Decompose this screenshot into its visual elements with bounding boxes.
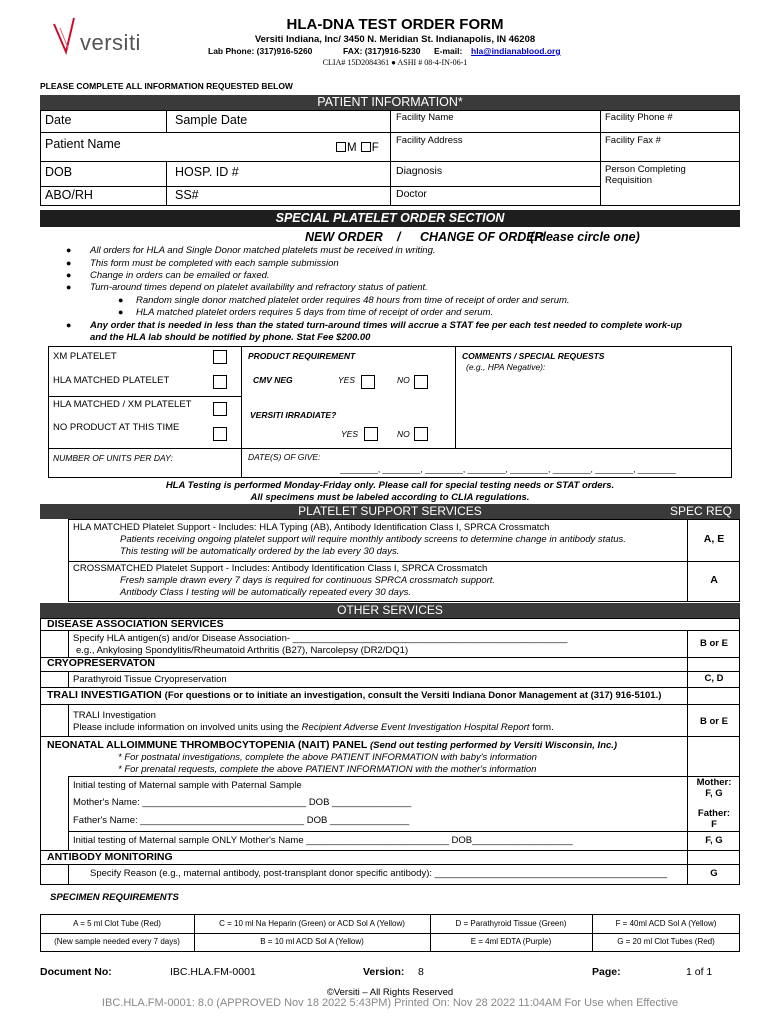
trali-title	[47, 689, 661, 701]
initial-maternal-line[interactable]: Initial testing of Maternal sample ONLY Mother's Name ___________________________ DOB___________________	[73, 835, 573, 846]
special-platelet-header: SPECIAL PLATELET ORDER SECTION	[40, 210, 740, 227]
page-number: 1 of 1	[686, 966, 713, 978]
no-product-label: NO PRODUCT AT THIS TIME	[53, 422, 180, 433]
cmv-yes-label: YES	[338, 375, 356, 385]
ss-field[interactable]: SS#	[175, 188, 199, 202]
cryopreservation-title: CRYOPRESERVATON	[47, 657, 155, 669]
dates-of-give-blanks[interactable]: ________, ________, ________, ________, ________, ________, ________, ________	[340, 464, 676, 474]
male-checkbox[interactable]	[336, 142, 346, 152]
trali-title-text: TRALI INVESTIGATION	[47, 689, 162, 701]
specimen-a-note: (New sample needed every 7 days)	[54, 937, 180, 946]
units-per-day-label: NUMBER OF UNITS PER DAY:	[53, 453, 173, 463]
hla-support-line-3: This testing will be automatically ordered by the lab every 30 days.	[120, 546, 400, 557]
versiti-logo	[50, 14, 160, 58]
platelet-sub-bullet-2: HLA matched platelet orders requires 5 days from time of receipt of order and serum.	[136, 307, 494, 318]
product-requirement-label: PRODUCT REQUIREMENT	[248, 351, 356, 361]
header-fax: FAX: (317)916-5230	[343, 46, 421, 56]
comments-example: (e.g., HPA Negative):	[466, 362, 546, 372]
diagnosis-field[interactable]: Diagnosis	[396, 165, 443, 177]
specimen-requirements-title: SPECIMEN REQUIREMENTS	[50, 892, 179, 903]
facility-address-field[interactable]: Facility Address	[396, 135, 463, 146]
instructions: PLEASE COMPLETE ALL INFORMATION REQUESTED BELOW	[40, 81, 293, 91]
header-email-link[interactable]: hla@indianablood.org	[471, 46, 561, 56]
trali-report-name: Recipient Adverse Event Investigation Hospital Report	[301, 722, 530, 733]
logo-text: versiti	[80, 30, 141, 55]
disease-line-1[interactable]: Specify HLA antigen(s) and/or Disease Association- ____________________________________________________	[73, 633, 568, 644]
trali-code: B or E	[700, 716, 728, 727]
father-code-label: Father:	[697, 808, 731, 819]
document-no: IBC.HLA.FM-0001	[170, 966, 256, 978]
header-lab-phone: Lab Phone: (317)916-5260	[208, 46, 313, 56]
irradiate-no-label: NO	[397, 429, 410, 439]
spec-req-header: SPEC REQ	[670, 504, 733, 518]
specimen-g: G = 20 ml Clot Tubes (Red)	[617, 937, 715, 946]
irradiate-label: VERSITI IRRADIATE?	[250, 410, 337, 420]
cmv-yes-checkbox[interactable]	[361, 375, 375, 389]
nait-title	[47, 739, 617, 751]
doctor-field[interactable]: Doctor	[396, 188, 427, 200]
stat-fee-line-2: and the HLA lab should be notified by phone. Stat Fee $200.00	[90, 332, 371, 343]
platelet-bullet-4: Turn-around times depend on platelet availability and refractory status of patient.	[90, 282, 428, 293]
platelet-bullet-2: This form must be completed with each sample submission	[90, 258, 339, 269]
mother-code-label: Mother:	[696, 777, 732, 788]
platelet-bullet-3: Change in orders can be emailed or faxed.	[90, 270, 270, 281]
cmv-no-checkbox[interactable]	[414, 375, 428, 389]
order-slash: /	[397, 230, 401, 244]
dates-of-give-label: DATE(S) OF GIVE:	[248, 452, 321, 462]
hla-support-code: A, E	[703, 533, 725, 545]
stat-fee-line-1: Any order that is needed in less than the stated turn-around times will accrue a STAT fee per each test needed to complete work-up	[90, 320, 682, 331]
xm-support-line-1: CROSSMATCHED Platelet Support - Includes: Antibody Identification Class I, SPRCA Crossmatch	[73, 563, 488, 574]
cryo-line: Parathyroid Tissue Cryopreservation	[73, 674, 227, 685]
hla-support-line-1: HLA MATCHED Platelet Support - Includes: HLA Typing (AB), Antibody Identification Class I, SPRCA Crossmatch	[73, 522, 550, 533]
specimen-b: B = 10 ml ACD Sol A (Yellow)	[260, 937, 364, 946]
platelet-sub-bullet-1: Random single donor matched platelet order requires 48 hours from time of receipt of order and serum.	[136, 295, 570, 306]
specimen-d: D = Parathyroid Tissue (Green)	[455, 919, 567, 928]
support-services-header: PLATELET SUPPORT SERVICES	[40, 504, 740, 519]
copyright: ©Versiti – All Rights Reserved	[326, 987, 454, 998]
hla-support-line-2: Patients receiving ongoing platelet support will require monthly antibody screens to determine change in antibody status.	[120, 534, 626, 545]
irradiate-no-checkbox[interactable]	[414, 427, 428, 441]
female-checkbox[interactable]	[361, 142, 371, 152]
male-label: M	[347, 142, 357, 154]
abo-rh-field[interactable]: ABO/RH	[45, 188, 93, 202]
nait-note-2: * For prenatal requests, complete the above PATIENT INFORMATION with the mother's information	[118, 764, 537, 775]
fathers-name-line[interactable]: Father's Name: _______________________________ DOB _______________	[73, 815, 410, 826]
dob-field[interactable]: DOB	[45, 165, 73, 179]
new-order-option[interactable]: NEW ORDER	[305, 230, 383, 244]
xm-support-line-2: Fresh sample drawn every 7 days is required for continuous SPRCA crossmatch support.	[120, 575, 496, 586]
version-number: 8	[418, 966, 424, 978]
comments-label: COMMENTS / SPECIAL REQUESTS	[462, 351, 605, 361]
document-no-label: Document No:	[40, 966, 112, 978]
antibody-code: G	[710, 868, 718, 879]
cmv-neg-label: CMV NEG	[253, 375, 293, 385]
patient-name-field[interactable]: Patient Name	[45, 137, 121, 151]
facility-phone-field[interactable]: Facility Phone #	[605, 112, 673, 123]
disease-code: B or E	[700, 638, 728, 649]
disease-association-title: DISEASE ASSOCIATION SERVICES	[47, 618, 224, 630]
irradiate-yes-checkbox[interactable]	[364, 427, 378, 441]
page-label: Page:	[592, 966, 621, 978]
xm-support-line-3: Antibody Class I testing will be automatically repeated every 30 days.	[120, 587, 411, 598]
nait-note-1: * For postnatal investigations, complete the above PATIENT INFORMATION with baby's information	[118, 752, 537, 763]
female-label: F	[371, 142, 379, 154]
form-title: HLA-DNA TEST ORDER FORM	[286, 16, 504, 33]
header-email-label: E-mail:	[434, 46, 463, 56]
testing-note-1: HLA Testing is performed Monday-Friday only. Please call for special testing needs or STAT orders.	[165, 480, 615, 491]
platelet-bullet-1: All orders for HLA and Single Donor matched platelets must be received in writing.	[90, 245, 436, 256]
maternal-code: F, G	[705, 835, 723, 846]
person-completing-field[interactable]: Person Completing Requisition	[605, 164, 686, 186]
cmv-no-label: NO	[397, 375, 410, 385]
specimen-e: E = 4ml EDTA (Purple)	[470, 937, 552, 946]
sex-selector	[335, 142, 379, 154]
date-field[interactable]: Date	[45, 113, 72, 127]
cryo-code: C, D	[704, 673, 724, 684]
antibody-line[interactable]: Specify Reason (e.g., maternal antibody, post-transplant donor specific antibody): ____________________________________________	[90, 868, 668, 879]
approval-watermark: IBC.HLA.FM-0001: 8.0 (APPROVED Nov 18 2022 5:43PM) Printed On: Nov 28 2022 11:04AM For Use when Effective	[101, 997, 679, 1009]
xm-platelet-label: XM PLATELET	[53, 351, 117, 362]
nait-subtitle: (Send out testing performed by Versiti Wisconsin, Inc.)	[369, 740, 618, 751]
version-label: Version:	[363, 966, 405, 978]
trali-subtitle: (For questions or to initiate an investigation, consult the Versiti Indiana Donor Management at (317) 916-5101.)	[164, 690, 662, 701]
circle-one-note: (Please circle one)	[530, 230, 640, 244]
antibody-monitoring-title: ANTIBODY MONITORING	[47, 851, 173, 863]
specimen-f: F = 40ml ACD Sol A (Yellow)	[615, 919, 717, 928]
specimen-a: A = 5 ml Clot Tube (Red)	[73, 919, 161, 928]
header-address: Versiti Indiana, Inc/ 3450 N. Meridian St. Indianapolis, IN 46208	[254, 34, 536, 45]
trali-line-2c: form.	[529, 722, 554, 733]
irradiate-yes-label: YES	[341, 429, 359, 439]
testing-note-2: All specimens must be labeled according to CLIA regulations.	[250, 492, 530, 503]
hla-xm-platelet-checkbox[interactable]	[213, 402, 227, 416]
change-order-option[interactable]: CHANGE OF ORDER	[420, 230, 544, 244]
mothers-name-line[interactable]: Mother's Name: _______________________________ DOB _______________	[73, 797, 412, 808]
father-code: F	[711, 819, 717, 830]
header-clia: CLIA# 15D2084361 ● ASHI # 08-4-IN-06-1	[322, 58, 468, 67]
sample-date-field[interactable]: Sample Date	[175, 113, 248, 127]
initial-paternal-line: Initial testing of Maternal sample with Paternal Sample	[73, 780, 302, 791]
xm-platelet-checkbox[interactable]	[213, 350, 227, 364]
facility-fax-field[interactable]: Facility Fax #	[605, 135, 661, 146]
specimen-c: C = 10 ml Na Heparin (Green) or ACD Sol A (Yellow)	[219, 919, 405, 928]
hla-xm-platelet-label: HLA MATCHED / XM PLATELET	[53, 399, 192, 410]
hla-matched-platelet-label: HLA MATCHED PLATELET	[53, 375, 170, 386]
xm-support-code: A	[710, 574, 718, 586]
facility-name-field[interactable]: Facility Name	[396, 112, 454, 123]
mother-code: F, G	[705, 788, 723, 799]
trali-line-1: TRALI Investigation	[73, 710, 156, 721]
no-product-checkbox[interactable]	[213, 427, 227, 441]
trali-line-2a: Please include information on involved units using the	[73, 722, 302, 733]
disease-line-2: e.g., Ankylosing Spondylitis/Rheumatoid Arthritis (B27), Narcolepsy (DR2/DQ1)	[76, 645, 409, 656]
other-services-header: OTHER SERVICES	[40, 603, 740, 618]
hosp-id-field[interactable]: HOSP. ID #	[175, 165, 239, 179]
patient-info-header: PATIENT INFORMATION*	[40, 95, 740, 110]
hla-matched-platelet-checkbox[interactable]	[213, 375, 227, 389]
nait-title-text: NEONATAL ALLOIMMUNE THROMBOCYTOPENIA (NAIT) PANEL	[47, 739, 368, 751]
trali-line-2	[73, 722, 554, 733]
